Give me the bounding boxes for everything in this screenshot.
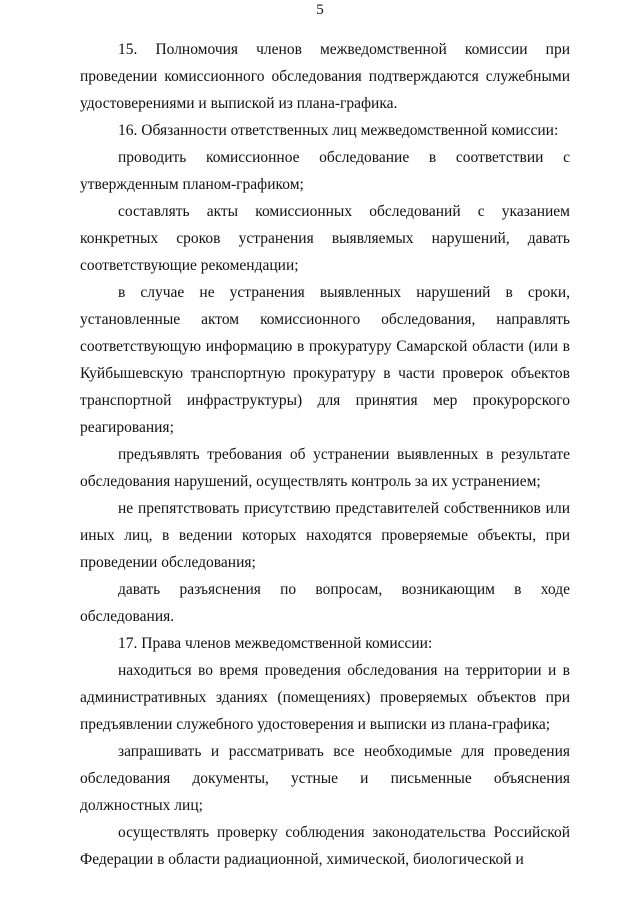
paragraph-item-16-heading: 16. Обязанности ответственных лиц межведомственной комиссии: (118, 122, 559, 139)
paragraph-right-access-premises: находиться во время проведения обследования на территории и в административных зданиях (помещениях) проверяемых объектов при предъявлении служебного удостоверения и выписки из плана-графика; (80, 662, 570, 733)
paragraph-duty-not-obstruct: не препятствовать присутствию представителей собственников или иных лиц, в ведении которых находятся проверяемые объекты, при проведении обследования; (80, 500, 570, 571)
paragraph-duty-notify-prosecutor: в случае не устранения выявленных нарушений в сроки, установленные актом комиссионного обследования, направлять соответствующую информацию в прокуратуру Самарской области (или в Куйбышевскую транспортную прокуратуру в части проверок объектов транспортной инфраструктуры) для принятия мер прокурорского реагирования; (80, 284, 570, 436)
paragraph-right-verify-compliance: осуществлять проверку соблюдения законодательства Российской Федерации в области радиационной, химической, биологической и (80, 824, 570, 868)
paragraph-right-request-documents: запрашивать и рассматривать все необходимые для проведения обследования документы, устные и письменные объяснения должностных лиц; (80, 743, 570, 814)
page-number: 5 (316, 2, 324, 18)
paragraph-item-15: 15. Полномочия членов межведомственной комиссии при проведении комиссионного обследования подтверждаются служебными удостоверениями и выпиской из плана-графика. (80, 41, 570, 112)
paragraph-duty-demand-elimination: предъявлять требования об устранении выявленных в результате обследования нарушений, осуществлять контроль за их устранением; (80, 446, 570, 490)
paragraph-duty-give-explanations: давать разъяснения по вопросам, возникающим в ходе обследования. (80, 581, 570, 625)
document-body (80, 36, 570, 873)
paragraph-duty-conduct-inspection: проводить комиссионное обследование в соответствии с утвержденным планом-графиком; (80, 149, 570, 193)
paragraph-item-17-heading: 17. Права членов межведомственной комиссии: (118, 635, 433, 652)
paragraph-duty-compose-acts: составлять акты комиссионных обследований с указанием конкретных сроков устранения выявляемых нарушений, давать соответствующие рекомендации; (80, 203, 570, 274)
